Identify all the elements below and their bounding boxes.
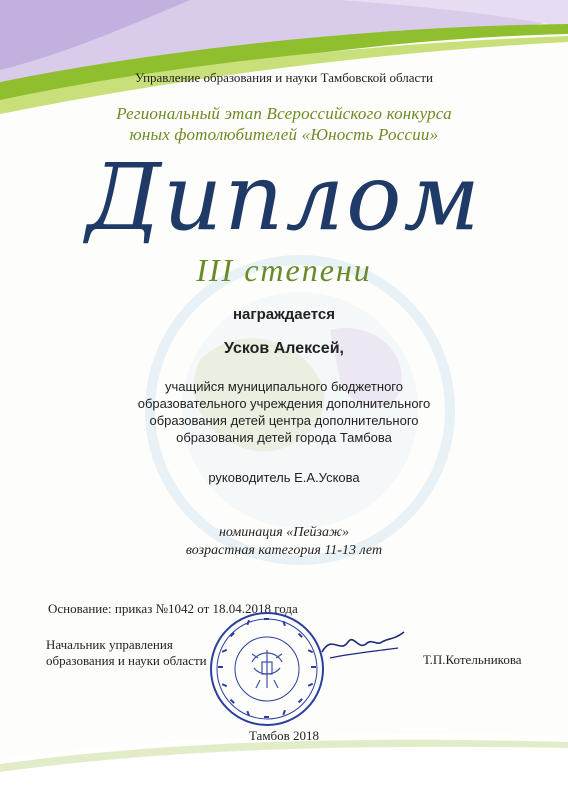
contest-name-line2: юных фотолюбителей «Юность России»	[129, 125, 439, 144]
recipient-name: Усков Алексей,	[224, 340, 344, 357]
issuing-authority: Управление образования и науки Тамбовской области	[135, 70, 433, 85]
diploma-title: Диплом	[86, 144, 482, 251]
awarded-label: награждается	[232, 306, 336, 323]
signatory-title-line1: Начальник управления	[46, 637, 173, 652]
recipient-description	[0, 378, 568, 446]
place-year: Тамбов 2018	[248, 728, 320, 743]
signature	[318, 624, 408, 668]
description-line: образовательного учреждения дополнительного	[137, 396, 431, 411]
leader-line: руководитель Е.А.Ускова	[208, 470, 360, 485]
nomination-block	[0, 524, 568, 560]
description-line: учащийся муниципального бюджетного	[165, 379, 403, 394]
age-category: возрастная категория 11-13 лет	[185, 543, 383, 558]
signatory-name: Т.П.Котельникова	[423, 652, 522, 667]
description-line: образования детей города Тамбова	[176, 430, 392, 445]
diploma-degree: III степени	[196, 252, 372, 288]
signatory-title	[46, 637, 207, 669]
official-stamp	[208, 610, 326, 728]
nomination: номинация «Пейзаж»	[218, 525, 350, 540]
basis-order: Основание: приказ №1042 от 18.04.2018 года	[48, 601, 298, 616]
signatory-title-line2: образования и науки области	[46, 653, 207, 668]
contest-name	[0, 103, 568, 145]
description-line: образования детей центра дополнительного	[149, 413, 419, 428]
contest-name-line1: Региональный этап Всероссийского конкурса	[116, 104, 452, 123]
